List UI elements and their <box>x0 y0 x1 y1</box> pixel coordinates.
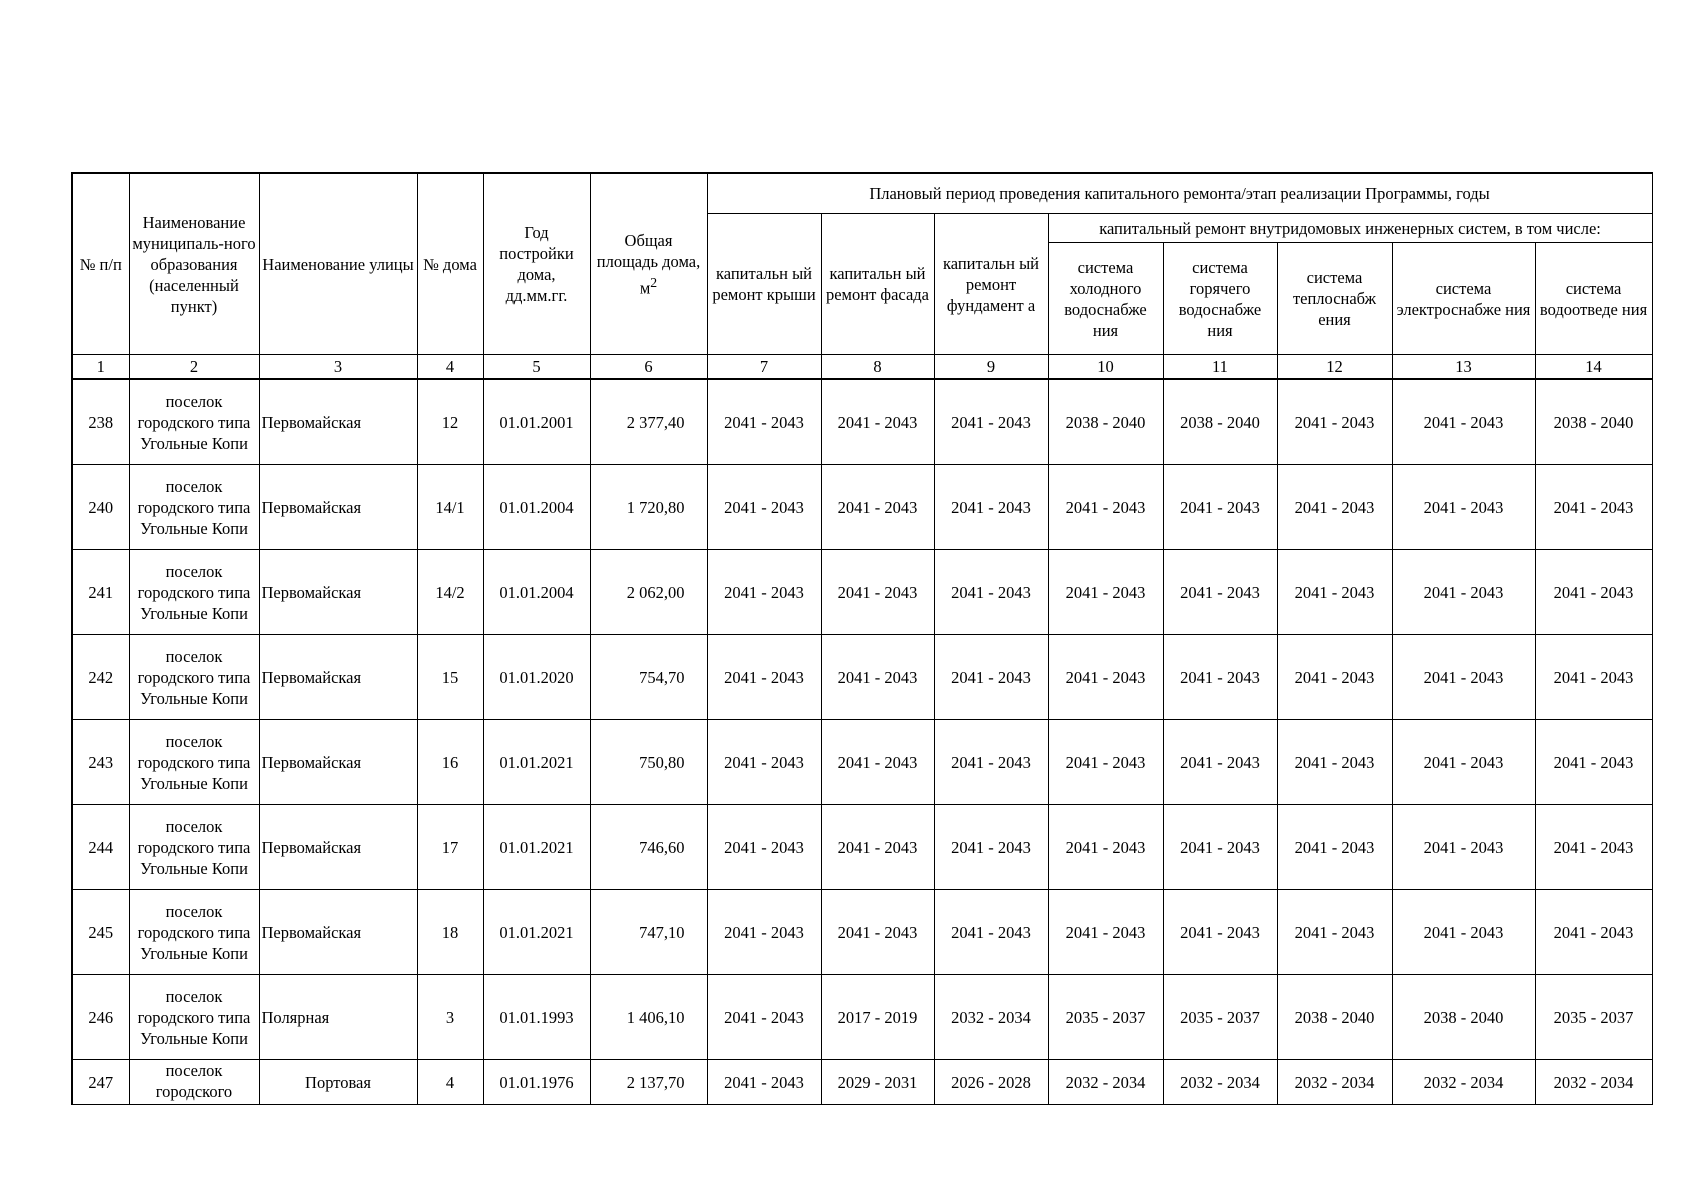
cell-number: 247 <box>72 1060 129 1105</box>
cell-street: Первомайская <box>259 805 417 890</box>
cell-heat: 2038 - 2040 <box>1277 975 1392 1060</box>
cell-municipality: поселок городского типа Угольные Копи <box>129 550 259 635</box>
col-number: 3 <box>259 355 417 380</box>
cell-street: Портовая <box>259 1060 417 1105</box>
cell-cold-water: 2035 - 2037 <box>1048 975 1163 1060</box>
cell-number: 242 <box>72 635 129 720</box>
cell-area: 2 377,40 <box>590 379 707 465</box>
cell-heat: 2041 - 2043 <box>1277 720 1392 805</box>
table-row <box>72 379 1652 465</box>
cell-facade: 2041 - 2043 <box>821 465 934 550</box>
cell-area: 754,70 <box>590 635 707 720</box>
cell-heat: 2032 - 2034 <box>1277 1060 1392 1105</box>
header-area-text: Общая площадь дома, м <box>596 230 701 298</box>
header-number: № п/п <box>72 173 129 355</box>
cell-facade: 2041 - 2043 <box>821 379 934 465</box>
cell-roof: 2041 - 2043 <box>707 975 821 1060</box>
cell-drainage: 2041 - 2043 <box>1535 805 1652 890</box>
cell-roof: 2041 - 2043 <box>707 379 821 465</box>
cell-foundation: 2041 - 2043 <box>934 465 1048 550</box>
cell-year: 01.01.2021 <box>483 890 590 975</box>
cell-heat: 2041 - 2043 <box>1277 635 1392 720</box>
cell-street: Первомайская <box>259 379 417 465</box>
col-number: 12 <box>1277 355 1392 380</box>
header-foundation: капитальн ый ремонт фундамент а <box>934 214 1048 355</box>
cell-heat: 2041 - 2043 <box>1277 379 1392 465</box>
header-plan-period: Плановый период проведения капитального ремонта/этап реализации Программы, годы <box>707 173 1652 214</box>
cell-area: 1 720,80 <box>590 465 707 550</box>
cell-cold-water: 2038 - 2040 <box>1048 379 1163 465</box>
col-number: 10 <box>1048 355 1163 380</box>
cell-number: 245 <box>72 890 129 975</box>
header-cold-water: система холодного водоснабже ния <box>1048 243 1163 355</box>
cell-year: 01.01.2021 <box>483 805 590 890</box>
table-row <box>72 1060 1652 1105</box>
cell-house: 15 <box>417 635 483 720</box>
cell-hot-water: 2035 - 2037 <box>1163 975 1277 1060</box>
table-row <box>72 805 1652 890</box>
cell-house: 16 <box>417 720 483 805</box>
cell-municipality: поселок городского <box>129 1060 259 1105</box>
cell-municipality: поселок городского типа Угольные Копи <box>129 720 259 805</box>
cell-drainage: 2035 - 2037 <box>1535 975 1652 1060</box>
cell-foundation: 2026 - 2028 <box>934 1060 1048 1105</box>
table-row <box>72 635 1652 720</box>
cell-street: Первомайская <box>259 720 417 805</box>
cell-facade: 2041 - 2043 <box>821 805 934 890</box>
cell-electric: 2041 - 2043 <box>1392 550 1535 635</box>
cell-electric: 2041 - 2043 <box>1392 720 1535 805</box>
header-street: Наименование улицы <box>259 173 417 355</box>
cell-year: 01.01.2001 <box>483 379 590 465</box>
cell-heat: 2041 - 2043 <box>1277 890 1392 975</box>
cell-municipality: поселок городского типа Угольные Копи <box>129 975 259 1060</box>
cell-electric: 2041 - 2043 <box>1392 635 1535 720</box>
col-number: 2 <box>129 355 259 380</box>
cell-area: 747,10 <box>590 890 707 975</box>
cell-street: Первомайская <box>259 550 417 635</box>
cell-municipality: поселок городского типа Угольные Копи <box>129 635 259 720</box>
table-row <box>72 975 1652 1060</box>
header-drainage: система водоотведе ния <box>1535 243 1652 355</box>
cell-foundation: 2041 - 2043 <box>934 550 1048 635</box>
cell-facade: 2017 - 2019 <box>821 975 934 1060</box>
cell-number: 240 <box>72 465 129 550</box>
cell-facade: 2041 - 2043 <box>821 720 934 805</box>
cell-drainage: 2038 - 2040 <box>1535 379 1652 465</box>
cell-year: 01.01.1976 <box>483 1060 590 1105</box>
cell-number: 244 <box>72 805 129 890</box>
cell-hot-water: 2041 - 2043 <box>1163 465 1277 550</box>
cell-house: 18 <box>417 890 483 975</box>
cell-street: Полярная <box>259 975 417 1060</box>
table-row <box>72 465 1652 550</box>
cell-roof: 2041 - 2043 <box>707 1060 821 1105</box>
cell-heat: 2041 - 2043 <box>1277 465 1392 550</box>
col-number: 9 <box>934 355 1048 380</box>
cell-area: 746,60 <box>590 805 707 890</box>
cell-street: Первомайская <box>259 635 417 720</box>
cell-foundation: 2041 - 2043 <box>934 805 1048 890</box>
table-row <box>72 550 1652 635</box>
col-number: 14 <box>1535 355 1652 380</box>
cell-house: 12 <box>417 379 483 465</box>
cell-roof: 2041 - 2043 <box>707 465 821 550</box>
header-build-year: Год постройки дома, дд.мм.гг. <box>483 173 590 355</box>
cell-municipality: поселок городского типа Угольные Копи <box>129 805 259 890</box>
cell-house: 3 <box>417 975 483 1060</box>
col-number: 13 <box>1392 355 1535 380</box>
cell-facade: 2041 - 2043 <box>821 550 934 635</box>
cell-year: 01.01.2021 <box>483 720 590 805</box>
cell-roof: 2041 - 2043 <box>707 720 821 805</box>
cell-facade: 2041 - 2043 <box>821 890 934 975</box>
cell-foundation: 2041 - 2043 <box>934 890 1048 975</box>
header-facade: капитальн ый ремонт фасада <box>821 214 934 355</box>
header-municipality: Наименование муниципаль-ного образования (населенный пункт) <box>129 173 259 355</box>
cell-foundation: 2041 - 2043 <box>934 379 1048 465</box>
cell-electric: 2041 - 2043 <box>1392 890 1535 975</box>
cell-number: 243 <box>72 720 129 805</box>
cell-cold-water: 2032 - 2034 <box>1048 1060 1163 1105</box>
header-hot-water: система горячего водоснабже ния <box>1163 243 1277 355</box>
cell-hot-water: 2041 - 2043 <box>1163 550 1277 635</box>
cell-electric: 2041 - 2043 <box>1392 379 1535 465</box>
col-number: 1 <box>72 355 129 380</box>
cell-foundation: 2041 - 2043 <box>934 635 1048 720</box>
cell-municipality: поселок городского типа Угольные Копи <box>129 890 259 975</box>
col-number: 11 <box>1163 355 1277 380</box>
header-area-sup: 2 <box>650 274 658 290</box>
cell-year: 01.01.2020 <box>483 635 590 720</box>
cell-year: 01.01.2004 <box>483 550 590 635</box>
cell-hot-water: 2032 - 2034 <box>1163 1060 1277 1105</box>
cell-hot-water: 2041 - 2043 <box>1163 805 1277 890</box>
col-number: 6 <box>590 355 707 380</box>
cell-hot-water: 2041 - 2043 <box>1163 890 1277 975</box>
header-heat: система теплоснабж ения <box>1277 243 1392 355</box>
header-area <box>590 173 707 355</box>
cell-hot-water: 2041 - 2043 <box>1163 635 1277 720</box>
cell-cold-water: 2041 - 2043 <box>1048 550 1163 635</box>
cell-roof: 2041 - 2043 <box>707 550 821 635</box>
col-number: 4 <box>417 355 483 380</box>
cell-house: 14/1 <box>417 465 483 550</box>
header-row-1 <box>72 173 1652 214</box>
cell-drainage: 2041 - 2043 <box>1535 720 1652 805</box>
header-roof: капитальн ый ремонт крыши <box>707 214 821 355</box>
cell-facade: 2029 - 2031 <box>821 1060 934 1105</box>
cell-electric: 2032 - 2034 <box>1392 1060 1535 1105</box>
cell-house: 17 <box>417 805 483 890</box>
table-row <box>72 720 1652 805</box>
cell-cold-water: 2041 - 2043 <box>1048 465 1163 550</box>
cell-area: 750,80 <box>590 720 707 805</box>
cell-drainage: 2041 - 2043 <box>1535 465 1652 550</box>
cell-electric: 2041 - 2043 <box>1392 805 1535 890</box>
cell-facade: 2041 - 2043 <box>821 635 934 720</box>
cell-area: 1 406,10 <box>590 975 707 1060</box>
header-internal-systems: капитальный ремонт внутридомовых инженерных систем, в том числе: <box>1048 214 1652 243</box>
cell-cold-water: 2041 - 2043 <box>1048 720 1163 805</box>
cell-electric: 2041 - 2043 <box>1392 465 1535 550</box>
cell-drainage: 2041 - 2043 <box>1535 550 1652 635</box>
cell-heat: 2041 - 2043 <box>1277 805 1392 890</box>
cell-house: 14/2 <box>417 550 483 635</box>
cell-hot-water: 2038 - 2040 <box>1163 379 1277 465</box>
cell-street: Первомайская <box>259 890 417 975</box>
cell-roof: 2041 - 2043 <box>707 890 821 975</box>
table-body <box>72 173 1652 1105</box>
cell-number: 241 <box>72 550 129 635</box>
cell-number: 246 <box>72 975 129 1060</box>
cell-drainage: 2041 - 2043 <box>1535 890 1652 975</box>
cell-drainage: 2032 - 2034 <box>1535 1060 1652 1105</box>
cell-cold-water: 2041 - 2043 <box>1048 890 1163 975</box>
cell-foundation: 2041 - 2043 <box>934 720 1048 805</box>
cell-area: 2 137,70 <box>590 1060 707 1105</box>
col-number: 5 <box>483 355 590 380</box>
capital-repair-table <box>71 172 1653 1105</box>
header-electric: система электроснабже ния <box>1392 243 1535 355</box>
column-number-row <box>72 355 1652 380</box>
cell-heat: 2041 - 2043 <box>1277 550 1392 635</box>
table-row <box>72 890 1652 975</box>
cell-cold-water: 2041 - 2043 <box>1048 805 1163 890</box>
cell-roof: 2041 - 2043 <box>707 805 821 890</box>
cell-foundation: 2032 - 2034 <box>934 975 1048 1060</box>
col-number: 7 <box>707 355 821 380</box>
cell-number: 238 <box>72 379 129 465</box>
cell-house: 4 <box>417 1060 483 1105</box>
cell-municipality: поселок городского типа Угольные Копи <box>129 379 259 465</box>
cell-year: 01.01.1993 <box>483 975 590 1060</box>
cell-year: 01.01.2004 <box>483 465 590 550</box>
cell-street: Первомайская <box>259 465 417 550</box>
cell-cold-water: 2041 - 2043 <box>1048 635 1163 720</box>
cell-roof: 2041 - 2043 <box>707 635 821 720</box>
cell-electric: 2038 - 2040 <box>1392 975 1535 1060</box>
cell-municipality: поселок городского типа Угольные Копи <box>129 465 259 550</box>
cell-drainage: 2041 - 2043 <box>1535 635 1652 720</box>
col-number: 8 <box>821 355 934 380</box>
cell-area: 2 062,00 <box>590 550 707 635</box>
cell-hot-water: 2041 - 2043 <box>1163 720 1277 805</box>
header-house-number: № дома <box>417 173 483 355</box>
